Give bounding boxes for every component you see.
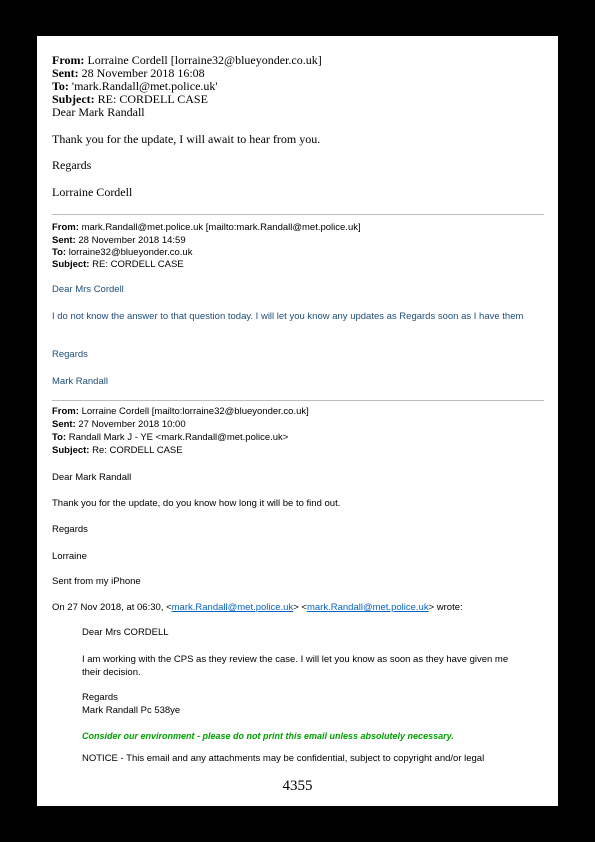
page-number: 4355 xyxy=(282,778,313,794)
quote-intro: On 27 Nov 2018, at 06:30, <mark.Randall@met.police.uk> <mark.Randall@met.police.uk> wrote: xyxy=(52,602,463,613)
email-link[interactable]: mark.Randall@met.police.uk xyxy=(306,602,429,613)
email3-sent: Sent: 27 November 2018 10:00 xyxy=(52,419,186,430)
email2-greeting: Dear Mrs Cordell xyxy=(52,284,124,295)
email3-sent-from: Sent from my iPhone xyxy=(52,576,141,587)
email3-greeting: Dear Mark Randall xyxy=(52,472,132,483)
email1-subject: Subject: RE: CORDELL CASE xyxy=(52,92,208,106)
legal-notice: NOTICE - This email and any attachments may be confidential, subject to copyright and/or legal xyxy=(82,753,485,764)
email1-signature: Lorraine Cordell xyxy=(52,185,133,199)
email2-signature: Mark Randall xyxy=(52,376,108,387)
quoted-body: I am working with the CPS as they review the case. I will let you know as soon as they have given me their decision. xyxy=(82,654,509,678)
email1-sent: Sent: 28 November 2018 16:08 xyxy=(52,66,205,80)
divider xyxy=(52,400,544,401)
email-link[interactable]: mark.Randall@met.police.uk xyxy=(171,602,294,613)
email3-subject: Subject: Re: CORDELL CASE xyxy=(52,445,183,456)
email2-sent: Sent: 28 November 2018 14:59 xyxy=(52,235,186,246)
email2-subject: Subject: RE: CORDELL CASE xyxy=(52,259,184,270)
quoted-greeting: Dear Mrs CORDELL xyxy=(82,627,169,638)
environment-notice: Consider our environment - please do not print this email unless absolutely necessary. xyxy=(82,731,454,741)
email3-body: Thank you for the update, do you know how long it will be to find out. xyxy=(52,498,341,509)
email2-to: To: lorraine32@blueyonder.co.uk xyxy=(52,247,193,258)
quoted-regards: Regards xyxy=(82,692,118,703)
email1-from: From: Lorraine Cordell [lorraine32@blueyonder.co.uk] xyxy=(52,53,322,67)
email3-regards: Regards xyxy=(52,524,88,535)
email2-regards: Regards xyxy=(52,349,88,360)
document-page xyxy=(37,36,558,806)
email1-regards: Regards xyxy=(52,158,92,172)
email1-greeting: Dear Mark Randall xyxy=(52,105,145,119)
email3-signature: Lorraine xyxy=(52,551,87,562)
quoted-signature: Mark Randall Pc 538ye xyxy=(82,705,181,716)
email3-to: To: Randall Mark J - YE <mark.Randall@met.police.uk> xyxy=(52,432,289,443)
email2-body: I do not know the answer to that question today. I will let you know any updates as Regards soon as I have them xyxy=(52,311,524,322)
email3-from: From: Lorraine Cordell [mailto:lorraine32@blueyonder.co.uk] xyxy=(52,406,309,417)
email1-to: To: 'mark.Randall@met.police.uk' xyxy=(52,79,218,93)
email2-from: From: mark.Randall@met.police.uk [mailto:mark.Randall@met.police.uk] xyxy=(52,222,361,233)
email1-body: Thank you for the update, I will await to hear from you. xyxy=(52,132,321,146)
divider xyxy=(52,214,544,215)
